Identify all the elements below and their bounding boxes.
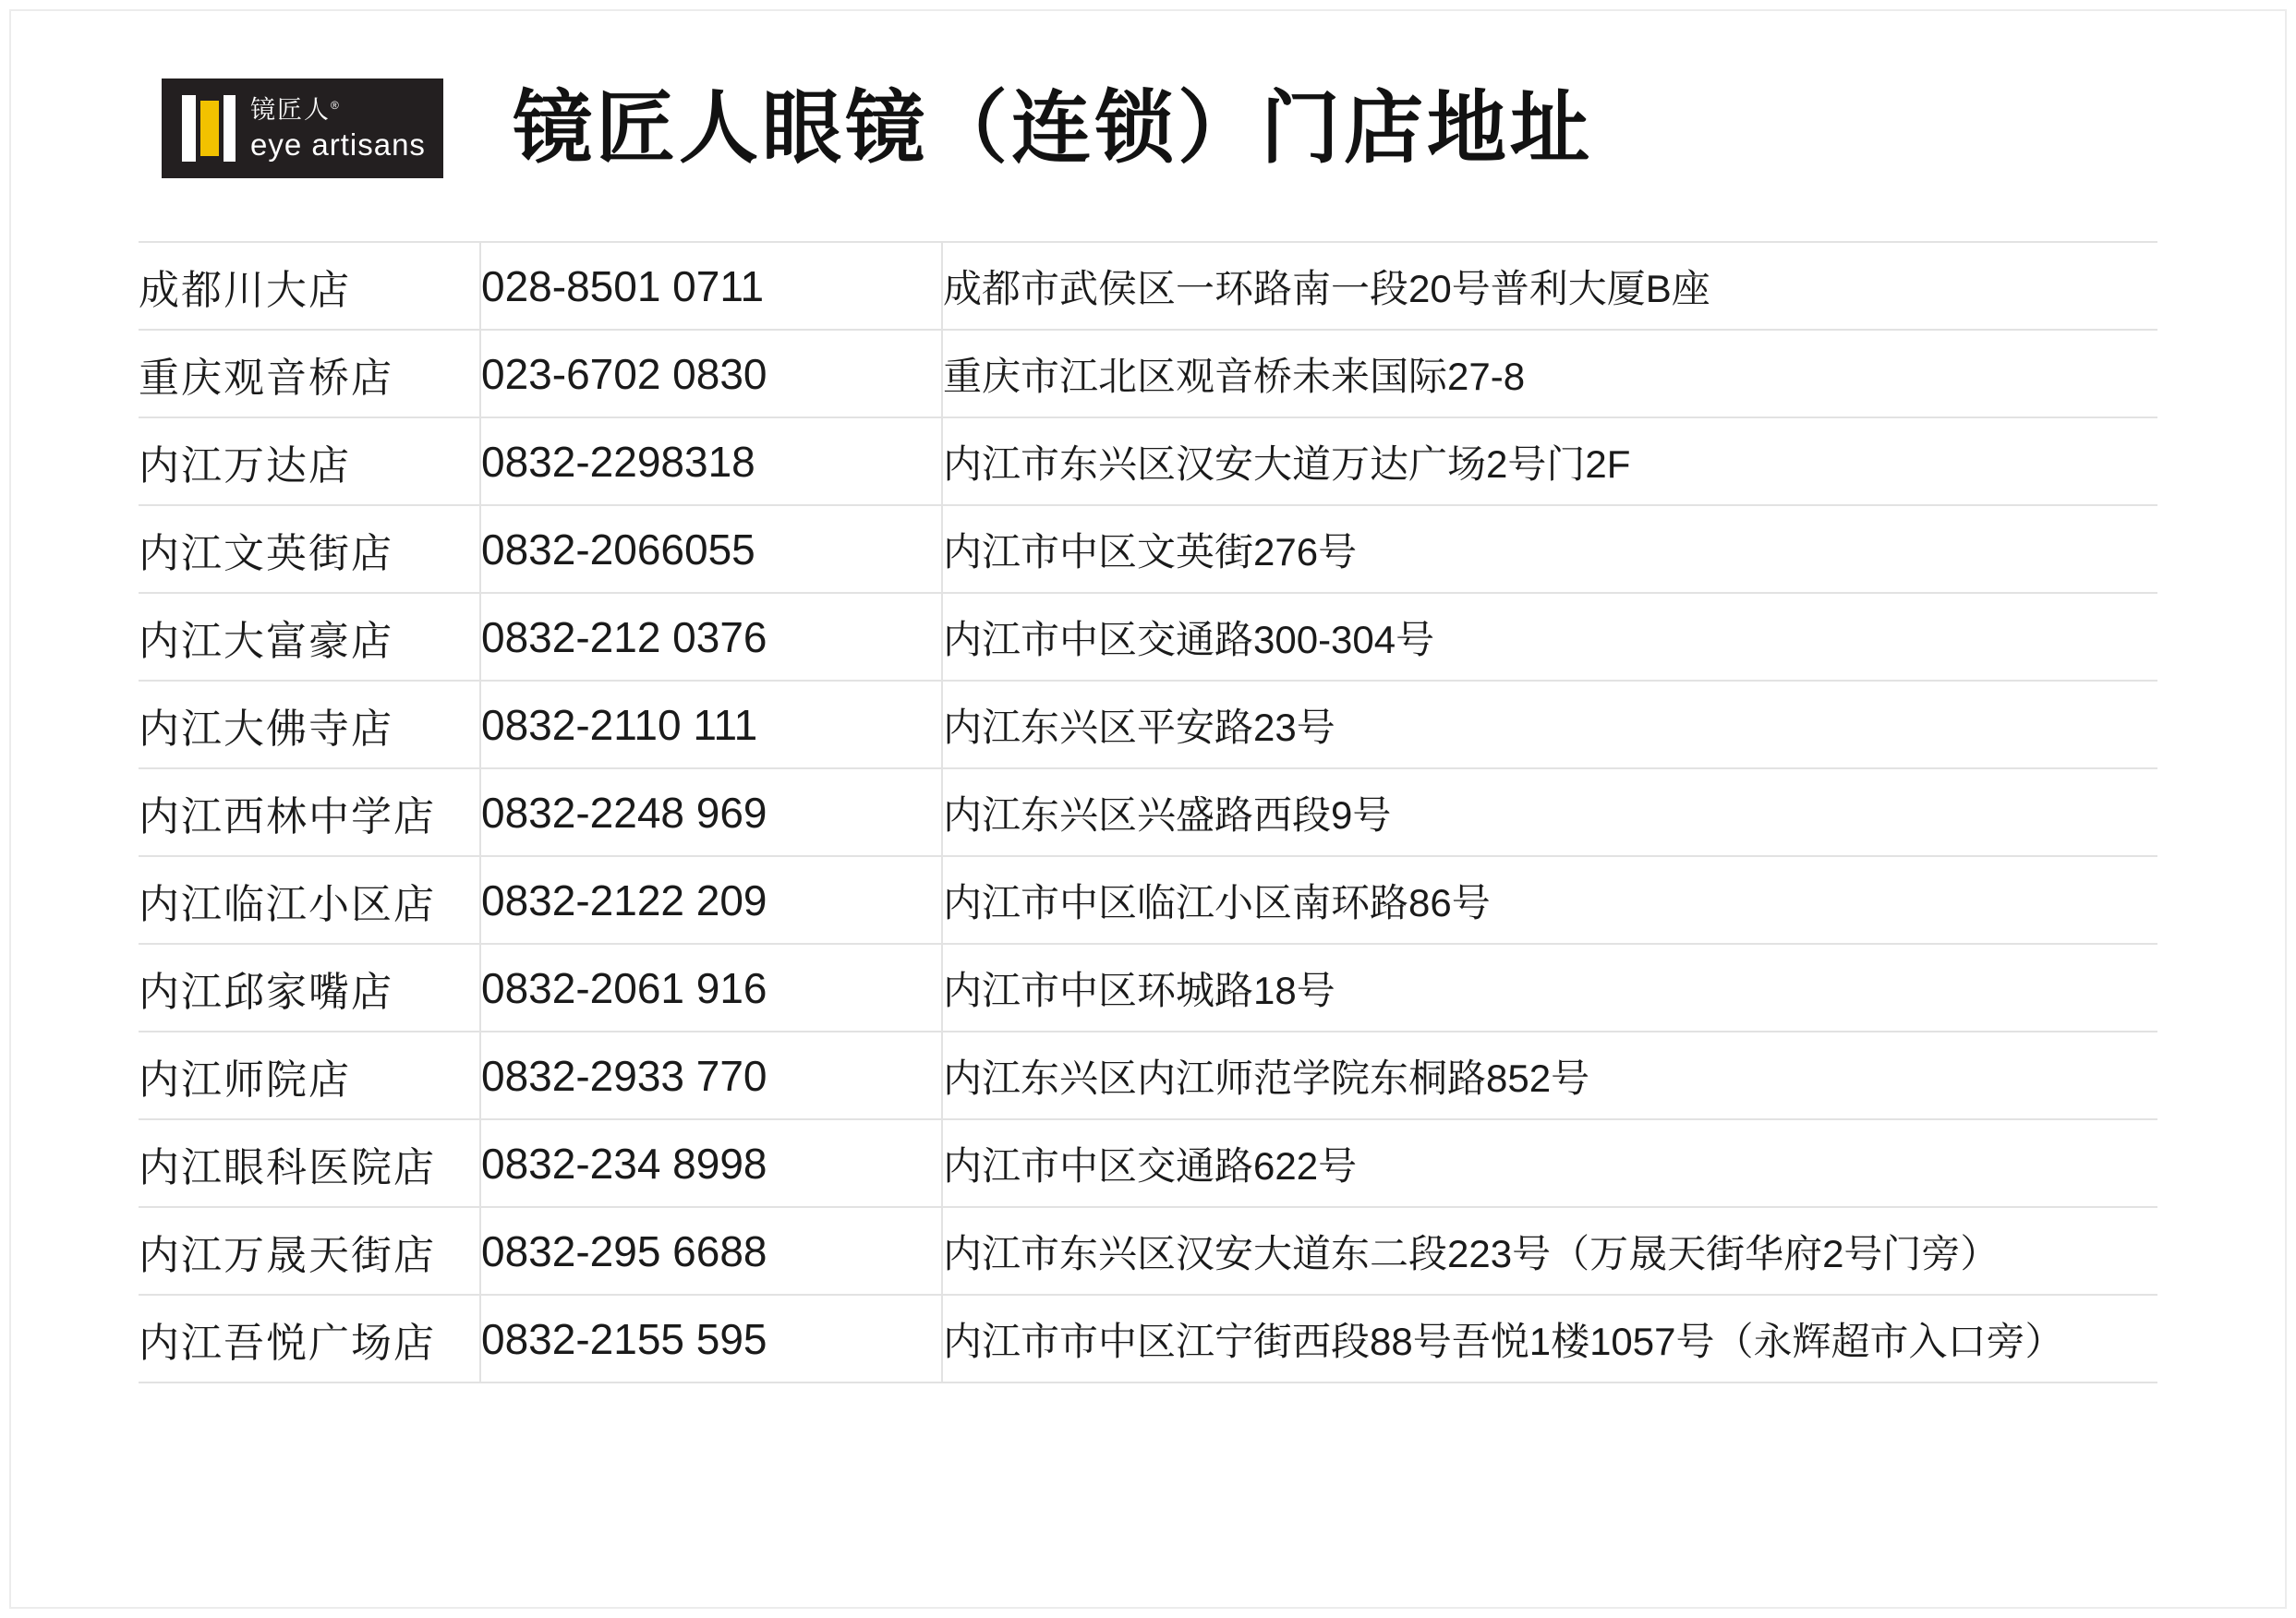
store-phone: 0832-2248 969 (480, 768, 942, 856)
store-address: 成都市武侯区一环路南一段20号普利大厦B座 (943, 266, 1710, 310)
store-name: 内江万达店 (139, 417, 480, 505)
store-phone: 0832-212 0376 (480, 593, 942, 681)
store-name: 内江吾悦广场店 (139, 1295, 480, 1383)
logo-chinese-label: 镜匠人 (250, 95, 331, 124)
store-name: 内江临江小区店 (139, 856, 480, 944)
store-address: 内江市中区交通路300-304号 (943, 617, 1435, 661)
store-phone: 0832-2122 209 (480, 856, 942, 944)
table-row (139, 856, 2157, 944)
table-row (139, 1207, 2157, 1295)
store-address: 内江东兴区兴盛路西段9号 (943, 792, 1392, 837)
store-phone: 0832-2066055 (480, 505, 942, 593)
store-phone: 0832-2298318 (480, 417, 942, 505)
store-name: 内江师院店 (139, 1032, 480, 1119)
store-name: 内江万晟天街店 (139, 1207, 480, 1295)
logo-registered-mark: ® (331, 98, 341, 112)
store-name: 重庆观音桥店 (139, 330, 480, 417)
store-address: 内江市中区文英街276号 (943, 529, 1358, 574)
store-address: 内江市中区临江小区南环路86号 (943, 880, 1491, 924)
logo-text (250, 95, 426, 162)
store-phone: 0832-295 6688 (480, 1207, 942, 1295)
store-name: 内江文英街店 (139, 505, 480, 593)
logo-english-name: eye artisans (250, 127, 426, 162)
store-phone: 0832-2061 916 (480, 944, 942, 1032)
table-row (139, 1295, 2157, 1383)
store-table-body (139, 242, 2157, 1383)
page-title: 镜匠人眼镜（连锁）门店地址 (513, 83, 1593, 173)
store-phone: 0832-2933 770 (480, 1032, 942, 1119)
store-phone: 0832-2155 595 (480, 1295, 942, 1383)
store-address: 内江市东兴区汉安大道东二段223号（万晟天街华府2号门旁） (943, 1231, 2000, 1275)
brand-logo (162, 78, 443, 178)
store-address: 内江市中区环城路18号 (943, 968, 1335, 1012)
store-phone: 023-6702 0830 (480, 330, 942, 417)
store-address: 内江市东兴区汉安大道万达广场2号门2F (943, 441, 1631, 486)
poster-header (0, 0, 2296, 178)
table-row (139, 944, 2157, 1032)
table-row (139, 681, 2157, 768)
store-phone: 0832-2110 111 (480, 681, 942, 768)
store-name: 内江大佛寺店 (139, 681, 480, 768)
table-row (139, 593, 2157, 681)
store-name: 内江大富豪店 (139, 593, 480, 681)
table-row (139, 1032, 2157, 1119)
store-address: 重庆市江北区观音桥未来国际27-8 (943, 354, 1526, 398)
store-name: 内江眼科医院店 (139, 1119, 480, 1207)
table-row (139, 1119, 2157, 1207)
store-name: 内江邱家嘴店 (139, 944, 480, 1032)
store-name: 内江西林中学店 (139, 768, 480, 856)
store-address: 内江市市中区江宁街西段88号吾悦1楼1057号（永辉超市入口旁） (943, 1319, 2064, 1363)
store-address: 内江市中区交通路622号 (943, 1143, 1358, 1188)
table-row (139, 768, 2157, 856)
store-address: 内江东兴区平安路23号 (943, 705, 1335, 749)
store-address-table (139, 241, 2157, 1383)
store-phone: 028-8501 0711 (480, 242, 942, 330)
store-table-container (139, 241, 2157, 1383)
table-row (139, 505, 2157, 593)
logo-chinese-name (250, 95, 426, 124)
logo-mark-icon (182, 95, 239, 162)
store-address: 内江东兴区内江师范学院东桐路852号 (943, 1056, 1590, 1100)
table-row (139, 417, 2157, 505)
store-name: 成都川大店 (139, 242, 480, 330)
table-row (139, 242, 2157, 330)
store-phone: 0832-234 8998 (480, 1119, 942, 1207)
table-row (139, 330, 2157, 417)
